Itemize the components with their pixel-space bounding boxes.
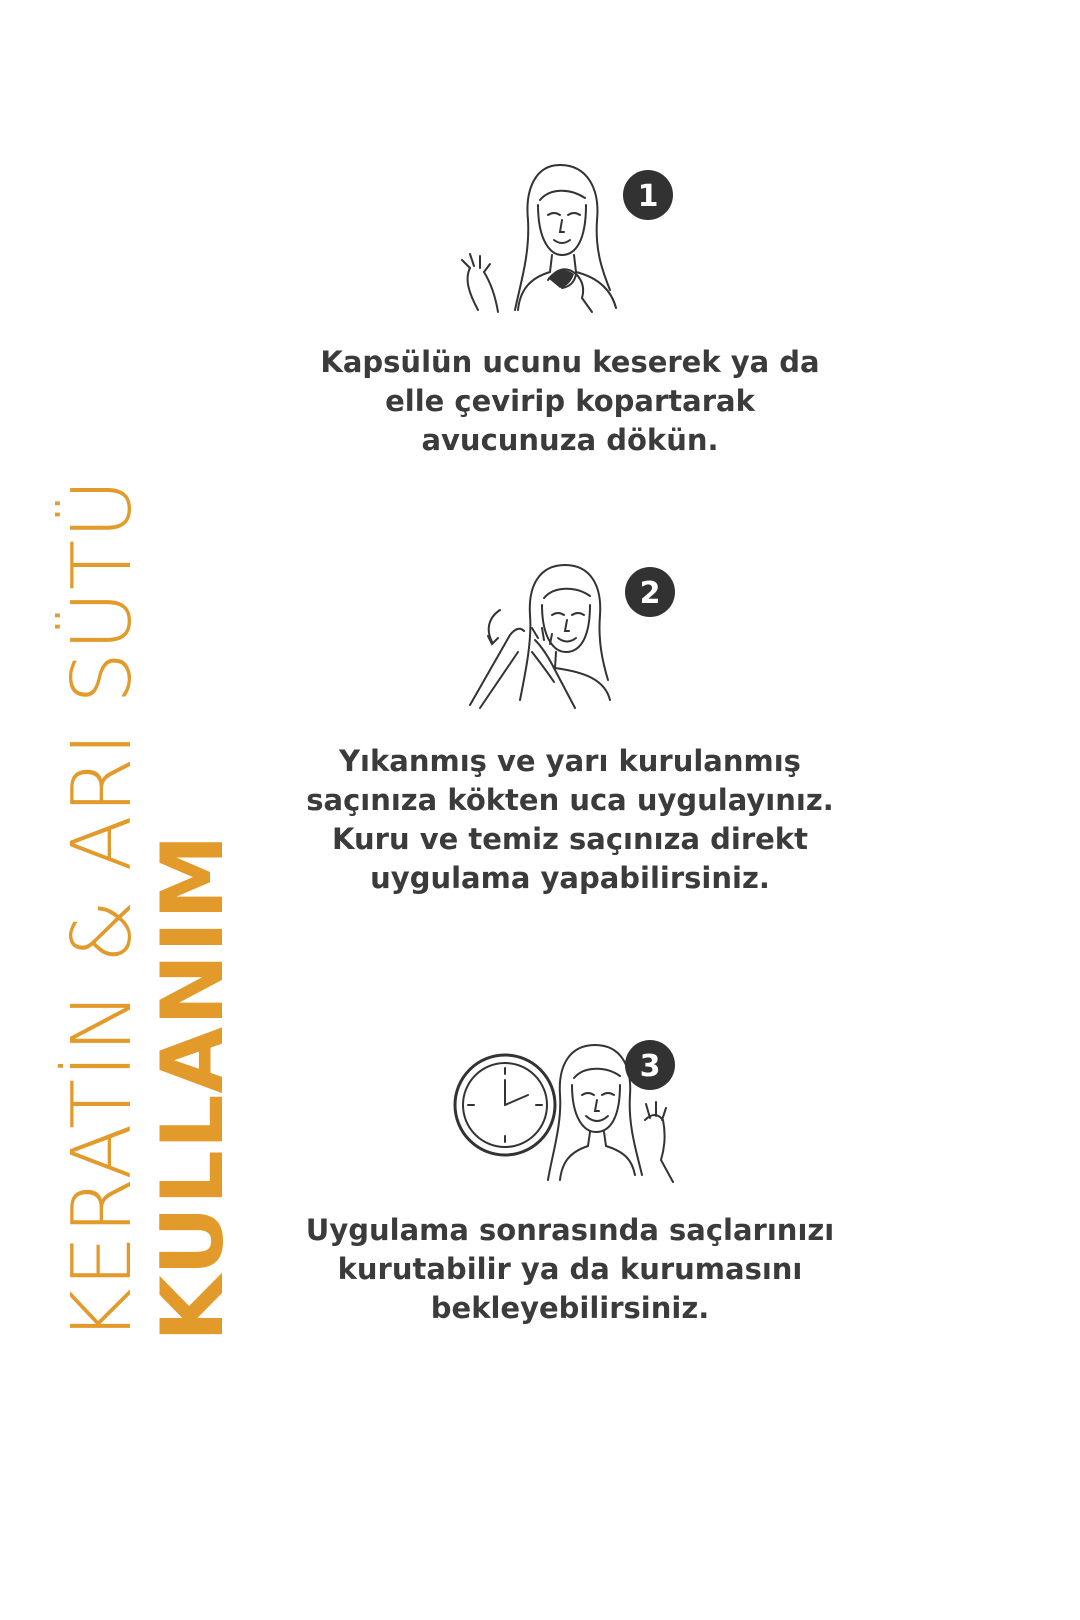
woman-with-clock-icon (440, 1040, 700, 1185)
step-3-number: 3 (639, 1049, 661, 1084)
step-2-text: Yıkanmış ve yarı kurulanmış saçınıza kökten uca uygulayınız. Kuru ve temiz saçınıza direkt uygulama yapabilirsiniz. (306, 744, 834, 895)
step-3-text: Uygulama sonrasında saçlarınızı kurutabilir ya da kurumasını bekleyebilirsiniz. (305, 1213, 835, 1325)
woman-applying-to-hair-icon (440, 560, 700, 720)
title-line-1: KERATİN & ARI SÜTÜ (55, 477, 150, 1342)
step-1-number-badge (623, 170, 673, 220)
step-3 (280, 1040, 860, 1328)
step-2-number: 2 (639, 576, 661, 611)
step-3-number-badge (625, 1040, 675, 1090)
step-1-number: 1 (637, 179, 659, 214)
title-line-2: KULLANIM (143, 833, 243, 1342)
woman-holding-capsule-icon (440, 160, 700, 325)
step-1-text: Kapsülün ucunu keserek ya da elle çevirip kopartarak avucunuza dökün. (320, 345, 820, 457)
step-1 (280, 160, 860, 460)
step-2 (280, 560, 860, 898)
step-2-number-badge (625, 567, 675, 617)
